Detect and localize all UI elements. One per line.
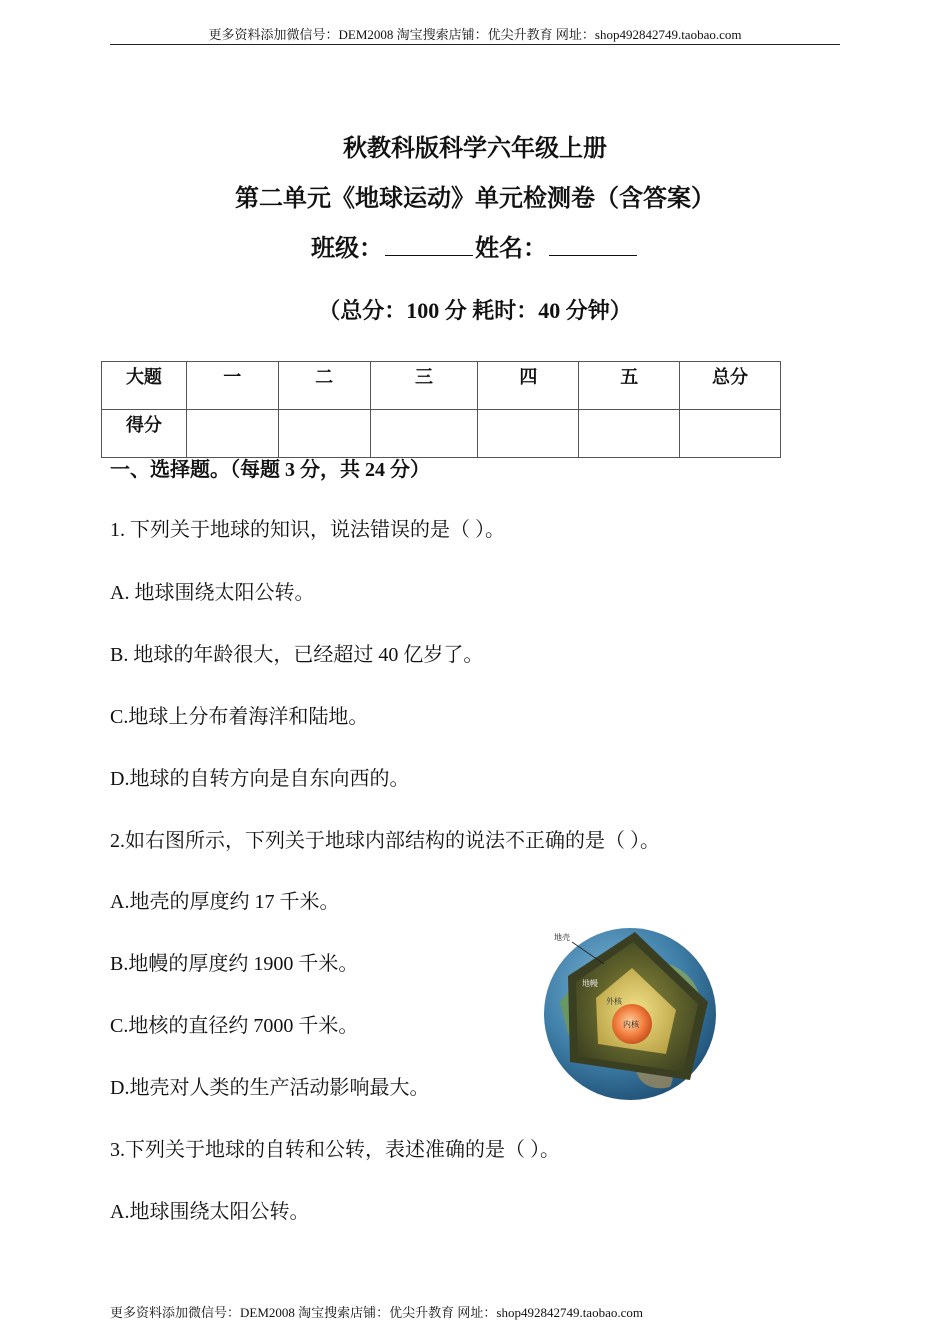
question-option: D.地球的自转方向是自东向西的。: [110, 768, 410, 790]
earth-structure-figure: [540, 922, 720, 1102]
name-label: 姓名：: [475, 236, 547, 262]
score-table-header-row: [102, 362, 781, 410]
score-cell[interactable]: [478, 410, 579, 458]
question-stem: 3.下列关于地球的自转和公转，表述准确的是（ ）。: [110, 1139, 560, 1161]
question-option: A. 地球围绕太阳公转。: [110, 582, 315, 604]
header-cell: 总分: [680, 362, 781, 410]
question-option: B.地幔的厚度约 1900 千米。: [110, 953, 359, 975]
question-option: D.地壳对人类的生产活动影响最大。: [110, 1077, 430, 1099]
question-option: C.地球上分布着海洋和陆地。: [110, 706, 369, 728]
header-cell: 大题: [102, 362, 187, 410]
page-header: 更多资料添加微信号：DEM2008 淘宝搜索店铺：优尖升教育 网址：shop492842749.taobao.com: [208, 27, 742, 42]
name-blank[interactable]: [549, 233, 637, 256]
header-cell: 一: [186, 362, 278, 410]
class-label: 班级：: [311, 236, 383, 262]
class-name-line: [0, 233, 950, 264]
score-table: [101, 361, 781, 458]
score-cell[interactable]: [370, 410, 478, 458]
doc-title-line1: 秋教科版科学六年级上册: [343, 136, 607, 162]
score-cell[interactable]: [680, 410, 781, 458]
doc-title-line2: 第二单元《地球运动》单元检测卷（含答案）: [235, 186, 715, 212]
header-cell: 二: [278, 362, 370, 410]
question-stem: 2.如右图所示，下列关于地球内部结构的说法不正确的是（ ）。: [110, 830, 660, 852]
row-label-cell: 得分: [102, 410, 187, 458]
score-table-score-row: [102, 410, 781, 458]
header-cell: 三: [370, 362, 478, 410]
header-cell: 四: [478, 362, 579, 410]
label-mantle: 地幔: [582, 979, 598, 988]
label-crust: 地壳: [554, 933, 570, 942]
header-divider: [110, 44, 840, 45]
page-footer: 更多资料添加微信号：DEM2008 淘宝搜索店铺：优尖升教育 网址：shop492842749.taobao.com: [110, 1305, 643, 1320]
score-info: （总分：100 分 耗时：40 分钟）: [318, 298, 632, 323]
class-blank[interactable]: [385, 233, 473, 256]
question-option: A.地球围绕太阳公转。: [110, 1201, 310, 1223]
label-outer-core: 外核: [606, 997, 622, 1006]
header-cell: 五: [579, 362, 680, 410]
question-option: C.地核的直径约 7000 千米。: [110, 1015, 359, 1037]
score-cell[interactable]: [278, 410, 370, 458]
label-inner-core: 内核: [623, 1020, 639, 1029]
question-option: B. 地球的年龄很大，已经超过 40 亿岁了。: [110, 644, 484, 666]
question-option: A.地壳的厚度约 17 千米。: [110, 891, 340, 913]
question-stem: 1. 下列关于地球的知识，说法错误的是（ ）。: [110, 519, 505, 541]
section-title: 一、选择题。（每题 3 分，共 24 分）: [110, 459, 430, 481]
score-cell[interactable]: [579, 410, 680, 458]
score-cell[interactable]: [186, 410, 278, 458]
